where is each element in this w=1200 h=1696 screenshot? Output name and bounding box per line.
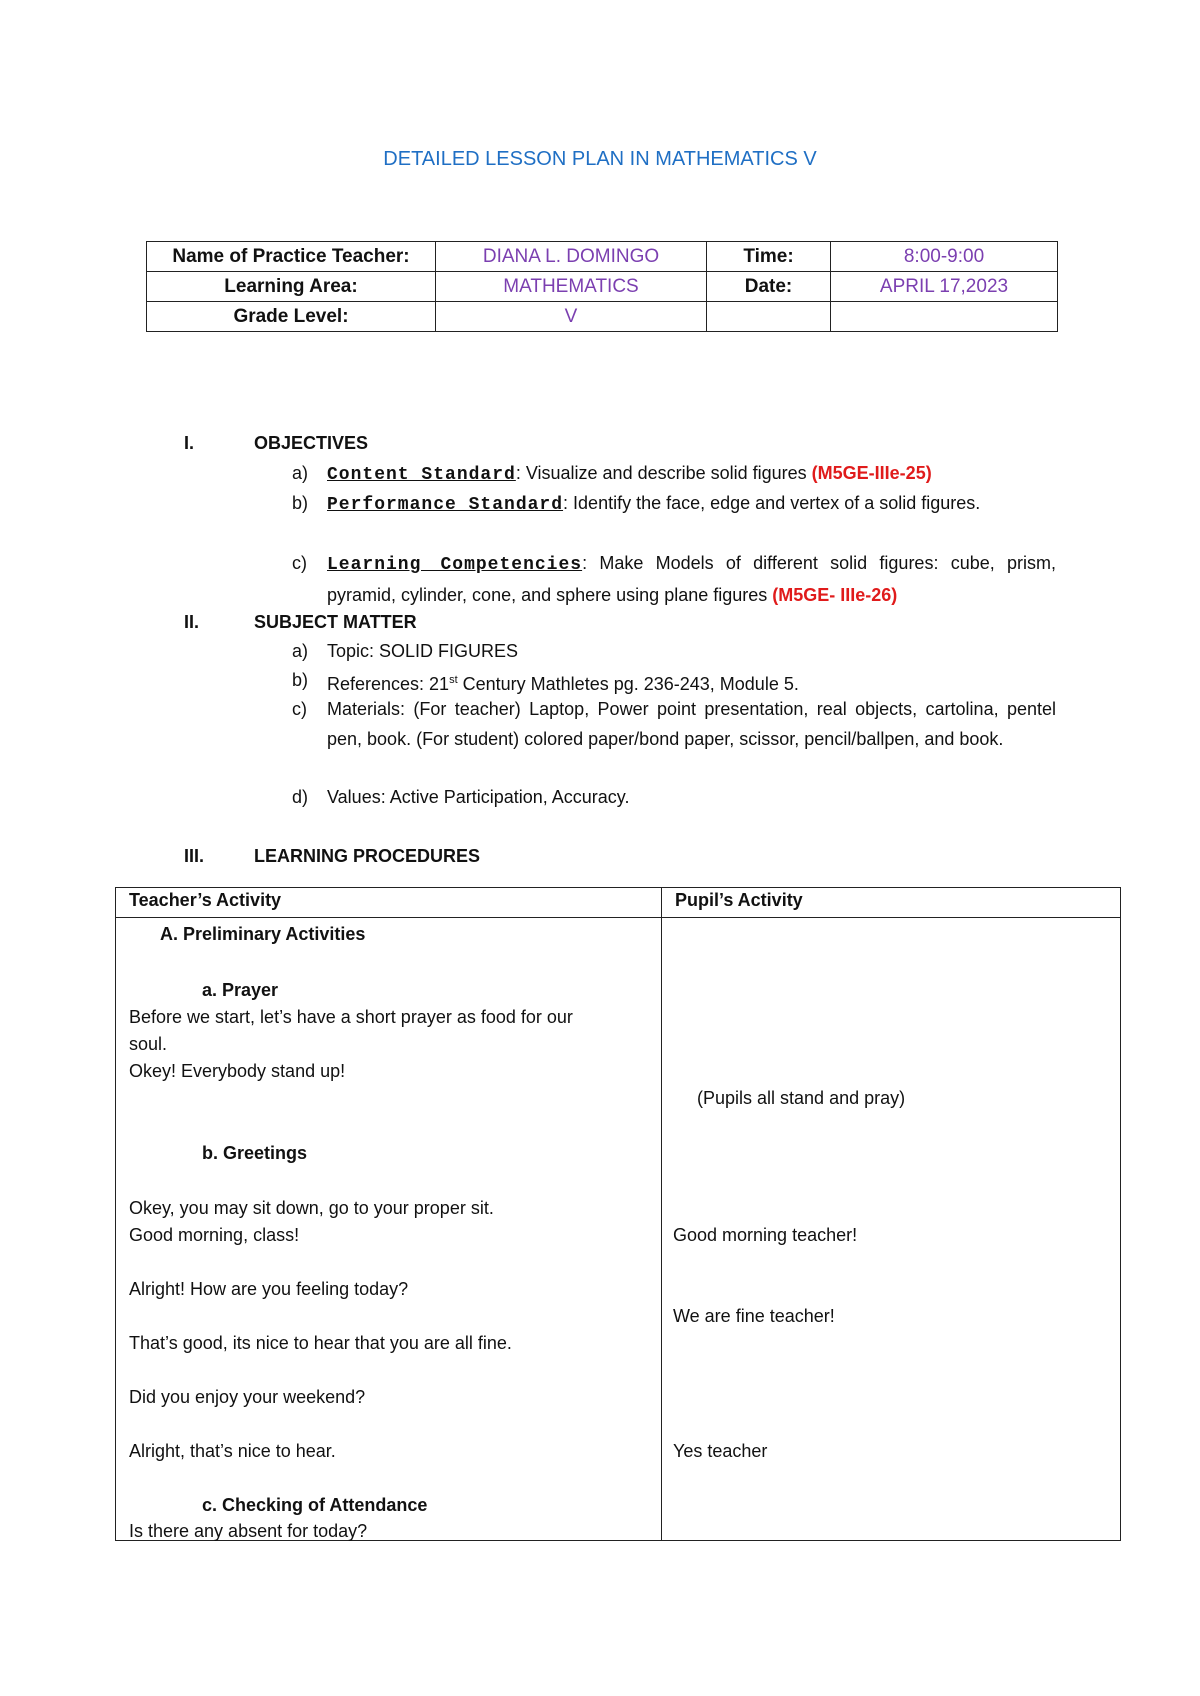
list-marker: a) <box>292 463 309 483</box>
subject-values <box>292 782 1056 812</box>
table-row <box>147 242 1058 272</box>
ordinal-suffix: st <box>449 674 458 686</box>
document-title: DETAILED LESSON PLAN IN MATHEMATICS V <box>383 148 817 170</box>
section-title: LEARNING PROCEDURES <box>254 846 481 866</box>
teacher-line: Okey, you may sit down, go to your proper sit. <box>129 1198 494 1218</box>
teacher-line: Is there any absent for today? <box>129 1521 368 1541</box>
list-marker: b) <box>292 670 309 690</box>
objective-text: : Identify the face, edge and vertex of a solid figures. <box>563 493 981 513</box>
list-marker: c) <box>292 699 307 719</box>
pupil-line: (Pupils all stand and pray) <box>697 1088 906 1108</box>
attendance-heading: c. Checking of Attendance <box>202 1495 428 1515</box>
list-marker: d) <box>292 787 309 807</box>
info-table <box>146 241 1058 332</box>
subject-materials <box>292 694 1056 754</box>
teacher-activity-cell <box>116 918 662 1541</box>
teacher-label: Name of Practice Teacher: <box>147 242 436 272</box>
table-row <box>116 918 1121 1541</box>
prayer-heading: a. Prayer <box>202 980 279 1000</box>
section-title: OBJECTIVES <box>254 433 369 453</box>
performance-standard-label: Performance Standard <box>327 495 564 515</box>
pupil-activity-header: Pupil’s Activity <box>662 888 1121 918</box>
pupil-activity-cell <box>662 918 1121 1541</box>
date-label: Date: <box>707 272 831 302</box>
objective-a <box>292 458 1056 490</box>
pupil-line: We are fine teacher! <box>673 1306 835 1326</box>
objective-text: : Visualize and describe solid figures <box>515 463 812 483</box>
teacher-line: Did you enjoy your weekend? <box>129 1387 366 1407</box>
section-number: III. <box>184 846 205 866</box>
area-value: MATHEMATICS <box>436 272 707 302</box>
values-text: Values: Active Participation, Accuracy. <box>327 787 630 807</box>
section-number: II. <box>184 612 200 632</box>
teacher-line: Before we start, let’s have a short prayer as food for our <box>129 1007 573 1027</box>
teacher-line: Okey! Everybody stand up! <box>129 1061 346 1081</box>
teacher-line: That’s good, its nice to hear that you are all fine. <box>129 1333 512 1353</box>
content-standard-label: Content Standard <box>327 465 516 485</box>
procedures-table <box>115 887 1121 1541</box>
objective-b <box>292 488 1056 520</box>
topic-text: Topic: SOLID FIGURES <box>327 641 519 661</box>
time-value: 8:00-9:00 <box>831 242 1058 272</box>
competency-code: (M5GE- IIIe-26) <box>772 585 898 605</box>
empty-cell <box>831 302 1058 332</box>
section-number: I. <box>184 433 195 453</box>
materials-text: Materials: (For teacher) Laptop, Power point presentation, real objects, cartolina, pentel pen, book. (For student) colored paper/bond paper, scissor, pencil/ballpen, and book. <box>327 699 1056 749</box>
table-row <box>147 272 1058 302</box>
pupil-line: Good morning teacher! <box>673 1225 858 1245</box>
section-title: SUBJECT MATTER <box>254 612 417 632</box>
teacher-line: Alright, that’s nice to hear. <box>129 1441 336 1461</box>
list-marker: c) <box>292 553 307 573</box>
learning-competencies-label: Learning Competencies <box>327 555 583 575</box>
teacher-line: Alright! How are you feeling today? <box>129 1279 409 1299</box>
grade-value: V <box>436 302 707 332</box>
objective-text: : Make Models of different solid figures: cube, prism, pyramid, cylinder, cone, and sphere using plane figures <box>327 553 1056 605</box>
teacher-line: Good morning, class! <box>129 1225 300 1245</box>
references-text: References: 21 <box>327 674 450 694</box>
time-label: Time: <box>707 242 831 272</box>
subject-topic <box>292 636 1056 666</box>
pupil-line: Yes teacher <box>673 1441 768 1461</box>
competency-code: (M5GE-IIIe-25) <box>811 463 932 483</box>
teacher-line: soul. <box>129 1034 168 1054</box>
teacher-activity-header: Teacher’s Activity <box>116 888 662 918</box>
date-value: APRIL 17,2023 <box>831 272 1058 302</box>
area-label: Learning Area: <box>147 272 436 302</box>
references-text-rest: Century Mathletes pg. 236-243, Module 5. <box>457 674 799 694</box>
table-row <box>147 302 1058 332</box>
table-header-row <box>116 888 1121 918</box>
teacher-value: DIANA L. DOMINGO <box>436 242 707 272</box>
preliminary-heading: A. Preliminary Activities <box>160 924 366 944</box>
list-marker: b) <box>292 493 309 513</box>
grade-label: Grade Level: <box>147 302 436 332</box>
objective-c <box>292 548 1056 610</box>
list-marker: a) <box>292 641 309 661</box>
greetings-heading: b. Greetings <box>202 1143 308 1163</box>
empty-cell <box>707 302 831 332</box>
